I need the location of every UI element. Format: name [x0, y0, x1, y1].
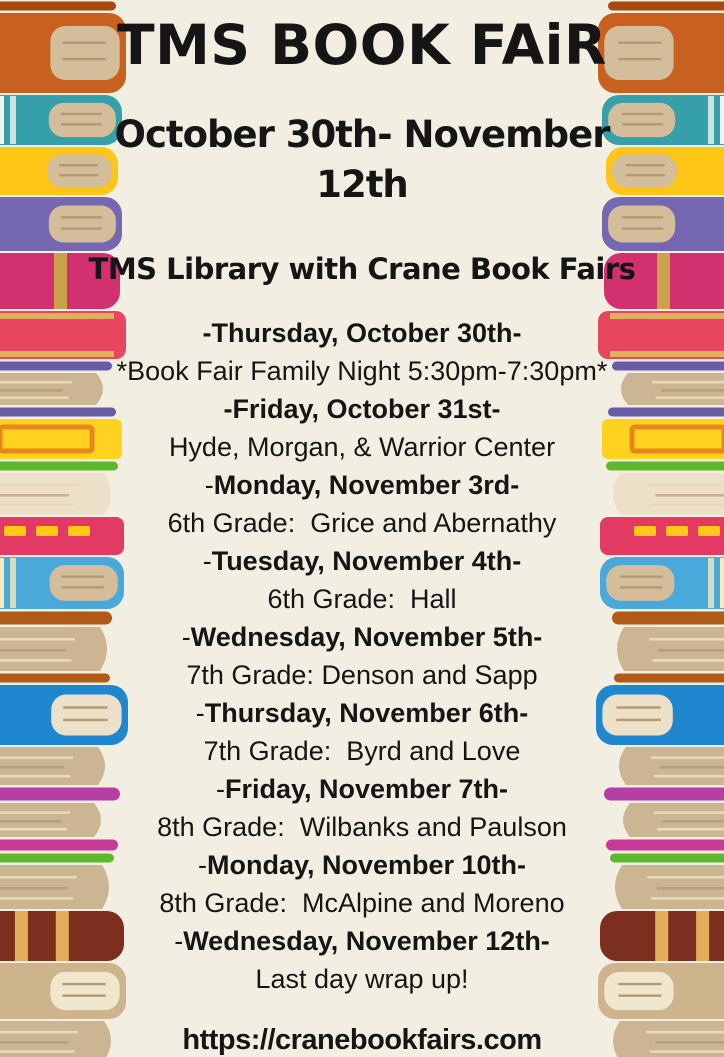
- poster-content: [80, 0, 644, 1024]
- schedule-line: -Monday, November 3rd-: [80, 466, 644, 504]
- schedule-line: 6th Grade: Hall: [80, 580, 644, 618]
- schedule-line: *Book Fair Family Night 5:30pm-7:30pm*: [80, 352, 644, 390]
- schedule-line: Hyde, Morgan, & Warrior Center: [80, 428, 644, 466]
- schedule-line: -Monday, November 10th-: [80, 846, 644, 884]
- schedule-line: 6th Grade: Grice and Abernathy: [80, 504, 644, 542]
- schedule-line: 7th Grade: Byrd and Love: [80, 732, 644, 770]
- schedule-line: 8th Grade: McAlpine and Moreno: [80, 884, 644, 922]
- schedule-line: 7th Grade: Denson and Sapp: [80, 656, 644, 694]
- schedule-line: -Friday, October 31st-: [80, 390, 644, 428]
- schedule-line: 8th Grade: Wilbanks and Paulson: [80, 808, 644, 846]
- schedule-list: [80, 314, 644, 998]
- schedule-line: -Friday, November 7th-: [80, 770, 644, 808]
- schedule-line: Last day wrap up!: [80, 960, 644, 998]
- schedule-line: -Thursday, October 30th-: [80, 314, 644, 352]
- schedule-line: -Tuesday, November 4th-: [80, 542, 644, 580]
- schedule-line: -Thursday, November 6th-: [80, 694, 644, 732]
- poster-title: TMS BOOK FAiR: [80, 8, 644, 82]
- schedule-line: -Wednesday, November 12th-: [80, 922, 644, 960]
- event-date-range: October 30th- November 12th: [80, 110, 644, 210]
- schedule-line: -Wednesday, November 5th-: [80, 618, 644, 656]
- event-location: TMS Library with Crane Book Fairs: [80, 248, 644, 290]
- website-url: https://cranebookfairs.com: [80, 1023, 644, 1057]
